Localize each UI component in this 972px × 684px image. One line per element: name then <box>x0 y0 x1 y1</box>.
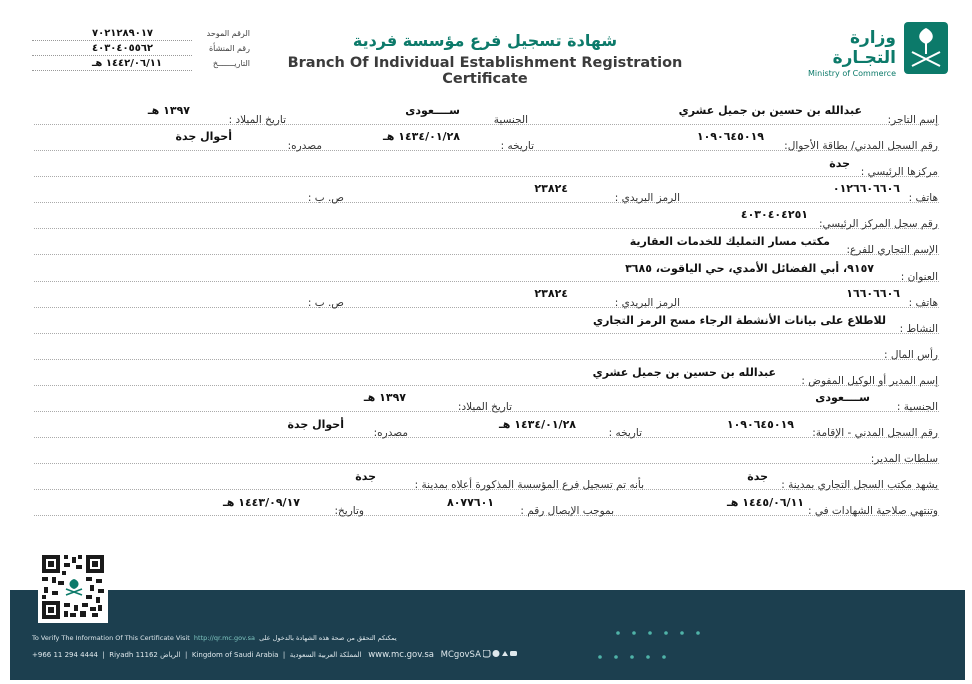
hq-registry-label: رقم سجل المركز الرئيسي: <box>818 218 938 230</box>
source-value: أحوال جدة <box>175 130 232 143</box>
manager-civil-date-label: تاريخه : <box>608 427 642 439</box>
footer-city: Riyadh 11162 <box>109 651 158 659</box>
source-label: مصدره: <box>287 140 322 152</box>
manager-authority-label: سلطات المدير: <box>870 453 938 465</box>
hq-registry-value: ٤٠٣٠٤٠٤٢٥١ <box>740 208 808 221</box>
manager-source-value: أحوال جدة <box>287 418 344 431</box>
field-line <box>34 307 939 308</box>
phone-label: هاتف : <box>908 192 938 204</box>
footer-kingdom: Kingdom of Saudi Arabia <box>191 651 279 659</box>
ministry-logo <box>798 22 948 78</box>
expiry-value: ١٤٤٥/٠٦/١١ هـ <box>727 496 804 509</box>
civil-record-label: رقم السجل المدني/ بطاقة الأحوال: <box>784 140 938 152</box>
footer-phone: +966 11 294 4444 <box>32 651 98 659</box>
qr-code-icon <box>40 553 106 621</box>
birth-date-value: ١٣٩٧ هـ <box>147 104 190 117</box>
field-line <box>34 515 939 516</box>
receipt-date-label: وتاريخ: <box>334 505 364 517</box>
manager-birth-date-value: ١٣٩٧ هـ <box>363 391 406 404</box>
manager-value: عبدالله بن حسين بن جميل عشري <box>592 366 776 379</box>
activity-label: النشاط : <box>899 323 938 335</box>
nationality-value: ســــعودى <box>405 104 460 117</box>
civil-date-value: ١٤٣٤/٠١/٢٨ هـ <box>383 130 460 143</box>
certificate-title-en: Branch Of Individual Establishment Registration Certificate <box>287 55 683 87</box>
manager-birth-date-label: تاريخ الميلاد: <box>457 401 512 413</box>
branch-postal-code-label: الرمز البريدي : <box>614 297 680 309</box>
branch-po-box-label: ص. ب : <box>307 297 344 309</box>
field-line <box>34 254 939 255</box>
verify-link[interactable]: http://qr.mc.gov.sa <box>193 634 255 642</box>
manager-civil-label: رقم السجل المدني - الإقامة: <box>812 427 938 439</box>
contact-line: +966 11 294 4444 | Riyadh 11162 الرياض | Kingdom of Saudi Arabia | المملكة العربية السعودية www.mc.gov.sa MCgovSA <box>32 650 517 660</box>
ministry-name-en: Ministry of Commerce <box>808 69 896 78</box>
branch-postal-code-value: ٢٣٨٢٤ <box>534 287 568 300</box>
manager-civil-value: ١٠٩٠٦٤٥٠١٩ <box>726 418 794 431</box>
decorative-dots-icon <box>596 628 716 662</box>
field-line <box>34 437 939 438</box>
branch-phone-value: ١٦٦٠٦٦٠٦ <box>846 287 900 300</box>
hq-value: جدة <box>829 157 850 170</box>
civil-record-value: ١٠٩٠٦٤٥٠١٩ <box>696 130 764 143</box>
manager-source-label: مصدره: <box>373 427 408 439</box>
address-value: ٩١٥٧، أبي الفضائل الأمدي، حي الياقوت، ٣٦٨٥ <box>625 262 874 275</box>
saudi-emblem-icon <box>904 22 948 74</box>
verify-text-en: To Verify The Information Of This Certificate Visit <box>32 634 190 642</box>
qr-code[interactable] <box>38 551 108 623</box>
receipt-date-value: ١٤٤٣/٠٩/١٧ هـ <box>223 496 300 509</box>
verify-line <box>32 634 397 642</box>
field-line <box>34 463 939 464</box>
phone-value: ٠١٢٦٦٠٦٦٠٦ <box>832 182 900 195</box>
field-line <box>34 281 939 282</box>
field-line <box>34 124 939 125</box>
activity-value: للاطلاع على بيانات الأنشطة الرجاء مسح الرمز التجاري <box>592 314 886 327</box>
certify-city-value: جدة <box>747 470 768 483</box>
hq-label: مركزها الرئيسي : <box>860 166 938 178</box>
social-icons <box>483 650 517 658</box>
footer-handle: MCgovSA <box>440 650 481 660</box>
footer-city-ar: الرياض <box>160 651 181 659</box>
trade-name-label: الإسم التجاري للفرع: <box>846 244 938 256</box>
merchant-value: عبدالله بن حسين بن جميل عشري <box>678 104 862 117</box>
field-line <box>34 202 939 203</box>
unified-number-value: ٧٠٢١٢٨٩٠١٧ <box>92 28 154 39</box>
nationality-label: الجنسية <box>493 114 528 126</box>
manager-civil-date-value: ١٤٣٤/٠١/٢٨ هـ <box>499 418 576 431</box>
issue-date-label: التاريـــــــخ <box>212 59 250 68</box>
merchant-label: إسم التاجر: <box>887 114 938 126</box>
certificate-meta <box>28 28 250 73</box>
field-line <box>34 228 939 229</box>
field-line <box>34 176 939 177</box>
certificate-title-ar: شهادة تسجيل فرع مؤسسة فردية <box>352 31 618 50</box>
manager-label: إسم المدير أو الوكيل المفوض : <box>801 375 938 387</box>
manager-nationality-value: ســــعودى <box>815 391 870 404</box>
certify-middle-text: بأنه تم تسجيل فرع المؤسسة المذكورة أعلاه بمدينة : <box>414 479 644 491</box>
capital-label: رأس المال : <box>883 349 938 361</box>
footer-kingdom-ar: المملكة العربية السعودية <box>289 651 362 659</box>
ministry-name-ar: وزارة التجـارة <box>832 28 896 68</box>
civil-date-label: تاريخه : <box>500 140 534 152</box>
po-box-label: ص. ب : <box>307 192 344 204</box>
manager-nationality-label: الجنسية : <box>896 401 938 413</box>
receipt-number-label: بموجب الإيصال رقم : <box>520 505 614 517</box>
unified-number-label: الرقم الموحد <box>206 29 250 38</box>
verify-text-ar: يمكنكم التحقق من صحة هذه الشهادة بالدخول على <box>259 634 397 642</box>
certify-city2-value: جدة <box>355 470 376 483</box>
branch-phone-label: هاتف : <box>908 297 938 309</box>
postal-code-value: ٢٣٨٢٤ <box>534 182 568 195</box>
facility-number-label: رقم المنشأة <box>208 44 250 53</box>
postal-code-label: الرمز البريدي : <box>614 192 680 204</box>
certify-label: يشهد مكتب السجل التجاري بمدينة : <box>781 479 938 491</box>
footer-website-link[interactable]: www.mc.gov.sa <box>368 650 434 660</box>
trade-name-value: مكتب مسار التمليك للخدمات العقارية <box>629 235 830 248</box>
facility-number-value: ٤٠٣٠٤٠٥٥٦٢ <box>92 43 154 54</box>
expiry-label: وتنتهي صلاحية الشهادات في : <box>807 505 938 517</box>
field-line <box>34 359 939 360</box>
receipt-number-value: ٨٠٧٧٦٠١ <box>447 496 494 509</box>
issue-date-value: ١٤٤٢/٠٦/١١ هـ <box>92 58 162 69</box>
address-label: العنوان : <box>900 271 938 283</box>
birth-date-label: تاريخ الميلاد : <box>228 114 286 126</box>
field-line <box>34 333 939 334</box>
